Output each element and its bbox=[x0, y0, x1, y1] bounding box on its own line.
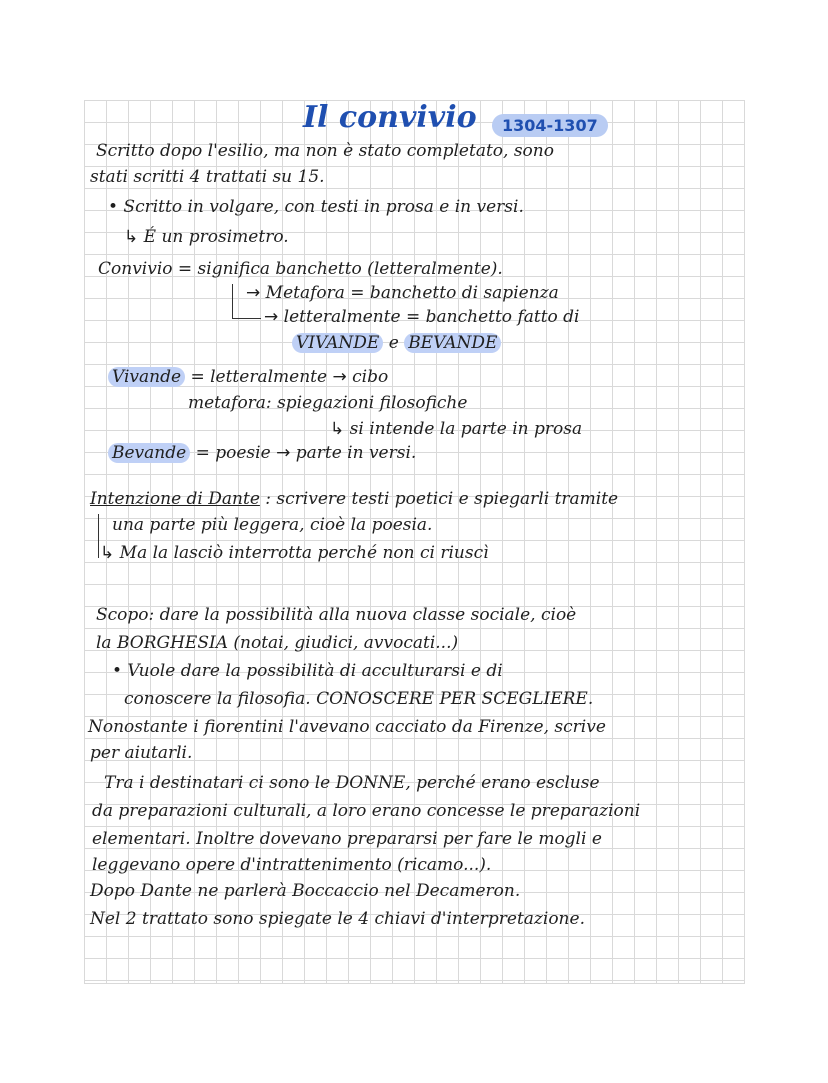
text-line: e bbox=[388, 333, 399, 353]
text-line: per aiutarli. bbox=[90, 743, 193, 763]
text-line: Dopo Dante ne parlerà Boccaccio nel Decameron. bbox=[90, 881, 521, 901]
text-line: conoscere la filosofia. CONOSCERE PER SCEGLIERE. bbox=[124, 689, 594, 709]
hook-arrow-icon: ↳ bbox=[330, 419, 345, 439]
text-line: : scrivere testi poetici e spiegarli tramite bbox=[265, 489, 619, 509]
text-line: = poesie bbox=[195, 443, 271, 463]
underlined-heading: Intenzione di Dante bbox=[90, 489, 260, 509]
text-line: la BORGHESIA (notai, giudici, avvocati...) bbox=[96, 633, 459, 653]
highlight-bevande-label: Bevande bbox=[108, 443, 190, 463]
text-line: Metafora = banchetto di sapienza bbox=[265, 283, 559, 303]
text-line: Nel 2 trattato sono spiegate le 4 chiavi d'interpretazione. bbox=[90, 909, 585, 929]
arrow-icon: → bbox=[264, 307, 279, 327]
text-line: stati scritti 4 trattati su 15. bbox=[90, 167, 325, 187]
date-badge: 1304-1307 bbox=[492, 114, 608, 137]
hook-arrow-icon: ↳ bbox=[124, 227, 139, 247]
text-line: • Vuole dare la possibilità di acculturarsi e di bbox=[112, 661, 503, 681]
text-line: • Scritto in volgare, con testi in prosa e in versi. bbox=[108, 197, 524, 217]
text-line: elementari. Inoltre dovevano prepararsi per fare le mogli e bbox=[92, 829, 602, 849]
text-line: É un prosimetro. bbox=[143, 227, 289, 247]
page-title: Il convivio bbox=[303, 100, 477, 135]
text-line: si intende la parte in prosa bbox=[349, 419, 583, 439]
arrow-icon: → bbox=[246, 283, 261, 303]
text-line: metafora: spiegazioni filosofiche bbox=[188, 393, 468, 413]
text-line: da preparazioni culturali, a loro erano concesse le preparazioni bbox=[92, 801, 641, 821]
text-line: cibo bbox=[352, 367, 389, 387]
text-line: una parte più leggera, cioè la poesia. bbox=[112, 515, 433, 535]
text-line: leggevano opere d'intrattenimento (ricamo...). bbox=[92, 855, 492, 875]
text-line: Ma la lasciò interrotta perché non ci riuscì bbox=[119, 543, 489, 563]
highlight-bevande: BEVANDE bbox=[404, 333, 501, 353]
arrow-icon: → bbox=[332, 367, 347, 387]
text-line: Tra i destinatari ci sono le DONNE, perché erano escluse bbox=[104, 773, 600, 793]
text-line: Scopo: dare la possibilità alla nuova classe sociale, cioè bbox=[96, 605, 577, 625]
arrow-icon: → bbox=[276, 443, 291, 463]
hook-arrow-icon: ↳ bbox=[100, 543, 115, 563]
text-line: Convivio = significa banchetto (letteralmente). bbox=[98, 259, 503, 279]
text-line: = letteralmente bbox=[190, 367, 328, 387]
text-line: parte in versi. bbox=[295, 443, 417, 463]
highlight-vivande: VIVANDE bbox=[292, 333, 383, 353]
highlight-vivande-label: Vivande bbox=[108, 367, 185, 387]
text-line: letteralmente = banchetto fatto di bbox=[283, 307, 580, 327]
text-line: Scritto dopo l'esilio, ma non è stato completato, sono bbox=[96, 141, 554, 161]
text-line: Nonostante i fiorentini l'avevano cacciato da Firenze, scrive bbox=[88, 717, 606, 737]
